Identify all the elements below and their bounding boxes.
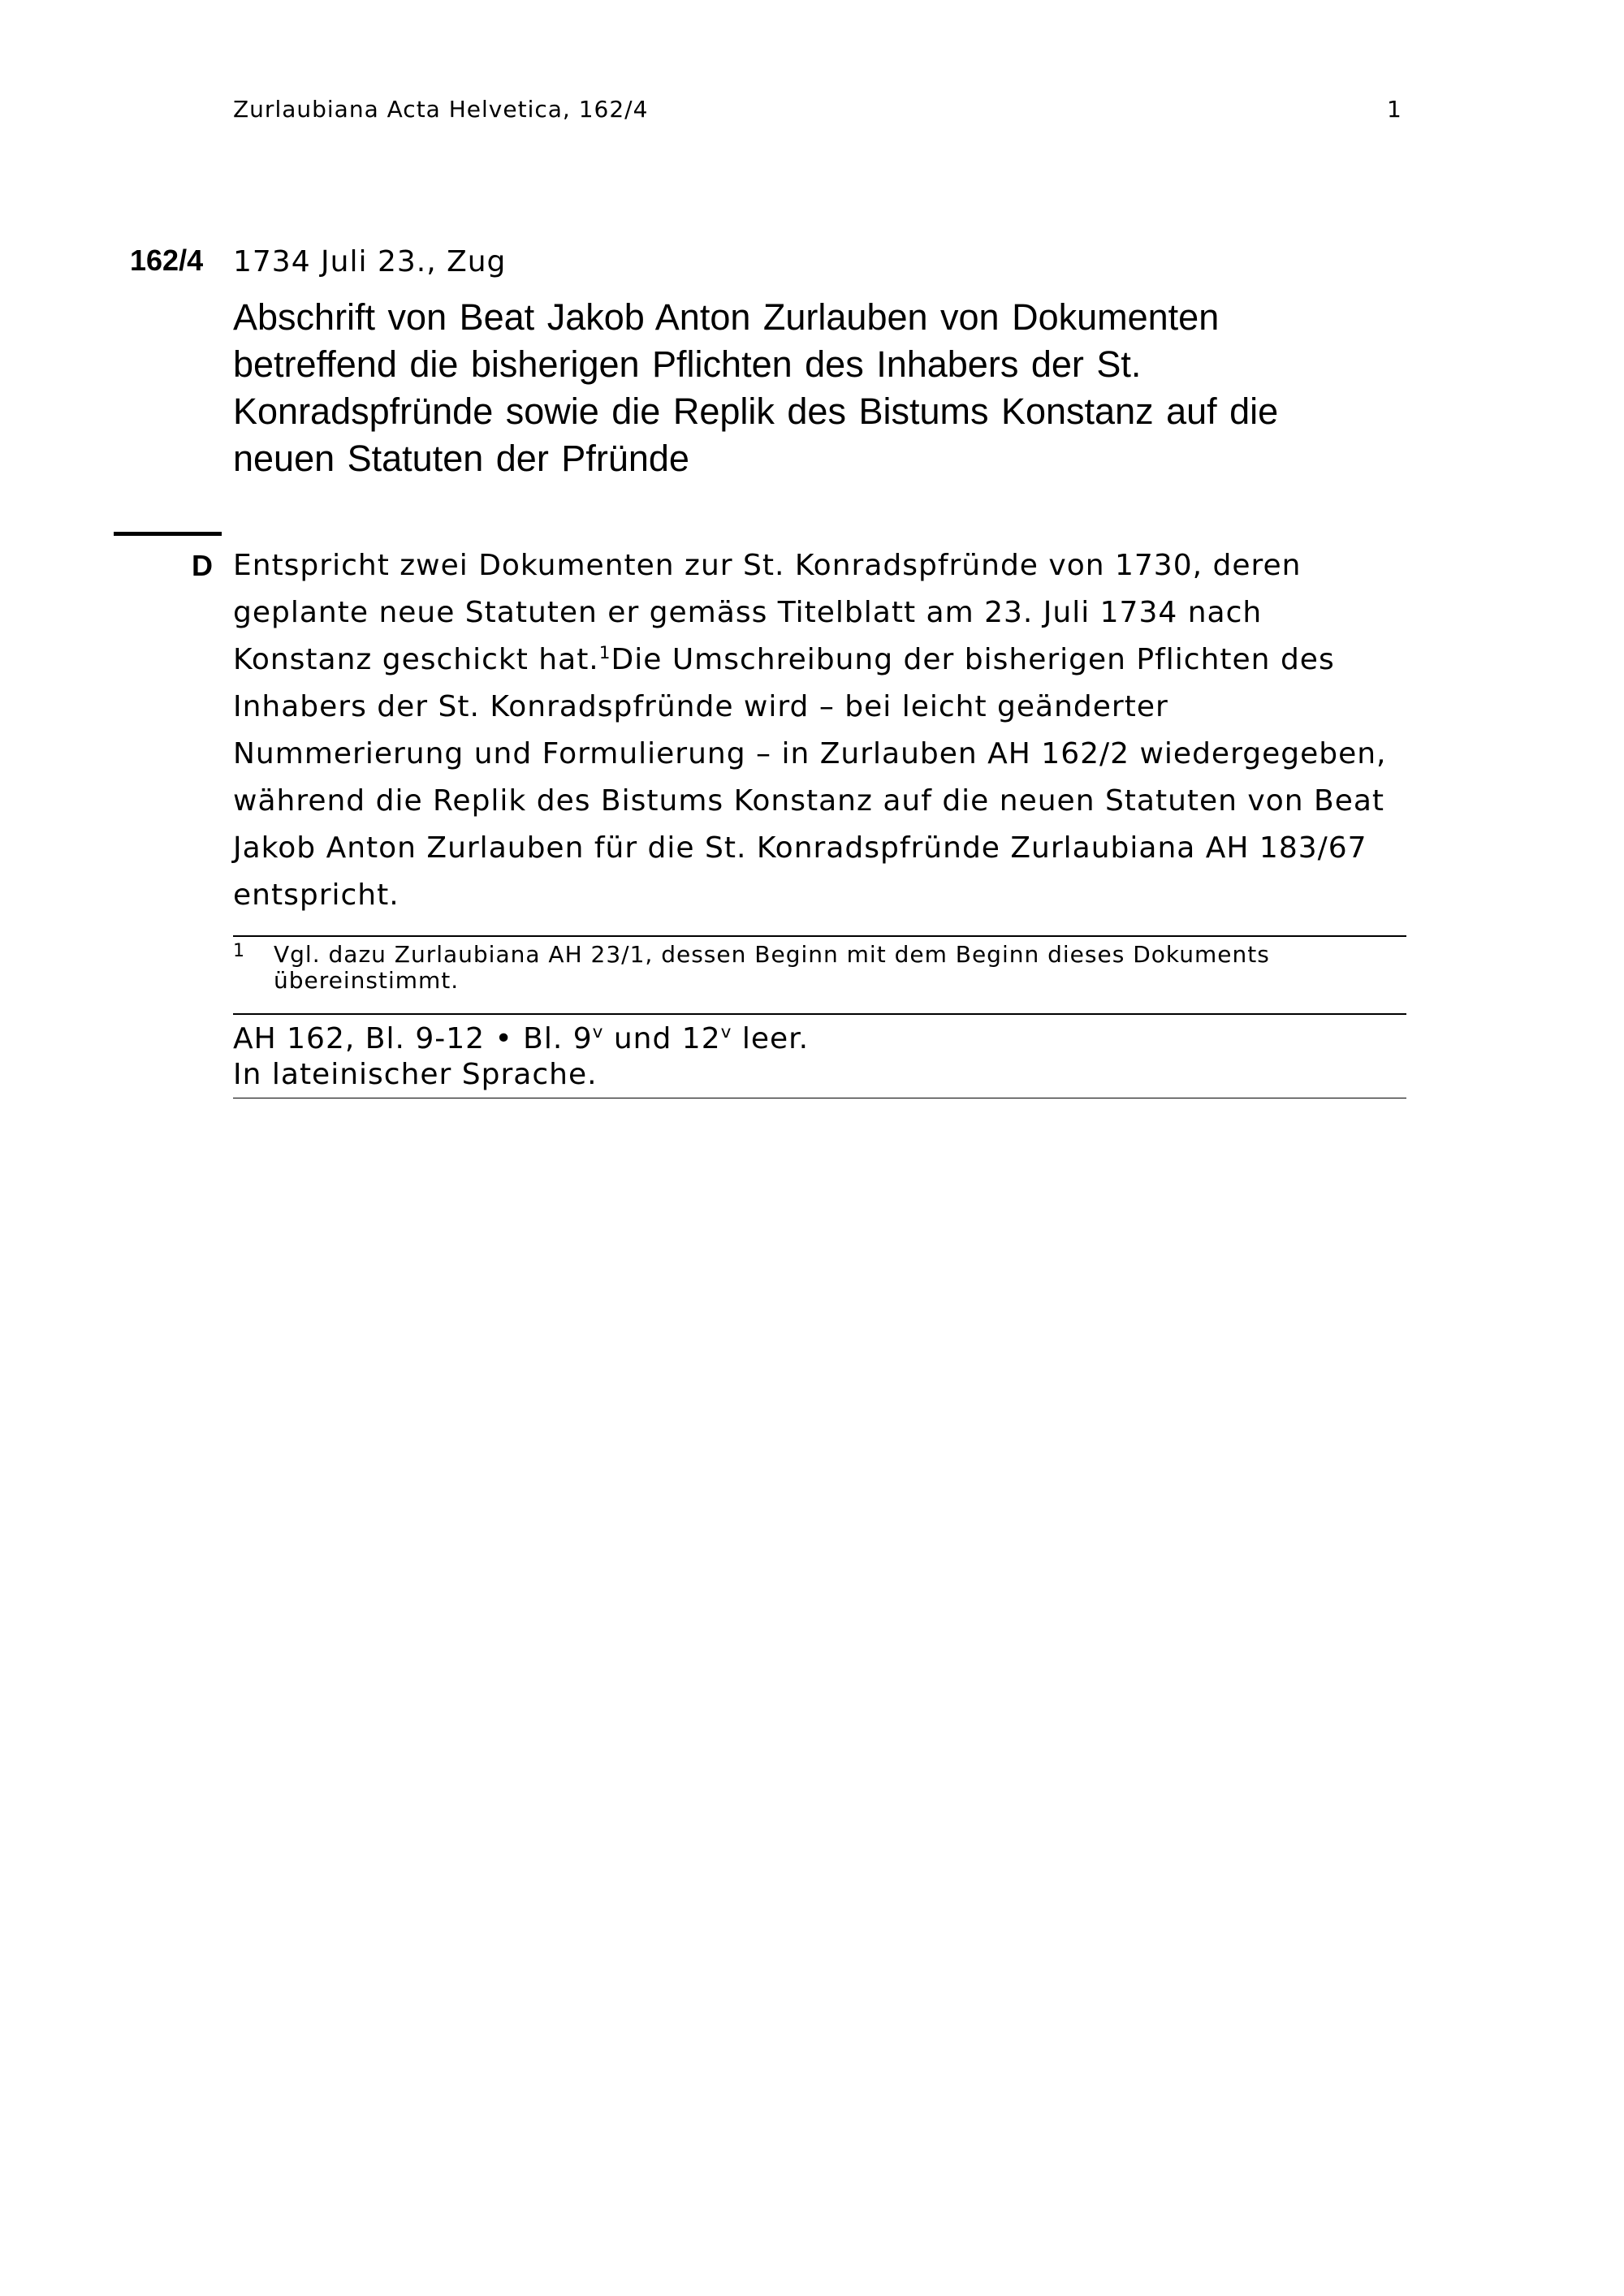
source-text-part1: AH 162, Bl. 9-12 • Bl. 9 xyxy=(233,1022,593,1055)
source-block xyxy=(233,1021,1406,1093)
running-title: Zurlaubiana Acta Helvetica, 162/4 xyxy=(233,96,649,123)
description-text-part1: Entspricht zwei Dokumenten zur St. Konradspfründe von 1730, deren geplante neue Statuten er gemäss Titelblatt am 23. Juli 1734 nach Konstanz geschickt hat. xyxy=(233,549,1302,676)
section-mark: D xyxy=(192,549,213,582)
source-text-part2: und 12 xyxy=(603,1022,721,1055)
source-citation xyxy=(233,1021,1406,1057)
verso-mark: v xyxy=(720,1022,732,1042)
document-date-place: 1734 Juli 23., Zug xyxy=(233,245,507,278)
footnote-rule xyxy=(233,935,1406,937)
document-number: 162/4 xyxy=(130,244,204,277)
footnote-text: Vgl. dazu Zurlaubiana AH 23/1, dessen Beginn mit dem Beginn dieses Dokuments übereinstimmt. xyxy=(274,941,1270,994)
description-paragraph xyxy=(233,542,1402,919)
source-text-part3: leer. xyxy=(732,1022,810,1055)
section-rule xyxy=(114,532,222,536)
page-number: 1 xyxy=(1387,96,1402,123)
source-language: In lateinischer Sprache. xyxy=(233,1058,598,1091)
source-rule-top xyxy=(233,1013,1406,1015)
footnote-reference[interactable]: 1 xyxy=(598,643,611,663)
verso-mark: v xyxy=(592,1022,604,1042)
document-title: Abschrift von Beat Jakob Anton Zurlauben von Dokumenten betreffend die bisherigen Pflichten des Inhabers der St. Konradspfründe sowie die Replik des Bistums Konstanz auf die neuen Statuten der Pfründe xyxy=(233,296,1279,479)
description-text-part2: Die Umschreibung der bisherigen Pflichten des Inhabers der St. Konradspfründe wird – bei leicht geänderter Nummerierung und Formulierung – in Zurlauben AH 162/2 wiedergegeben, während die Replik des Bistums Konstanz auf die neuen Statuten von Beat Jakob Anton Zurlauben für die St. Konradspfründe Zurlaubiana AH 183/67 entspricht. xyxy=(233,643,1387,912)
footnote-mark: 1 xyxy=(233,941,245,961)
